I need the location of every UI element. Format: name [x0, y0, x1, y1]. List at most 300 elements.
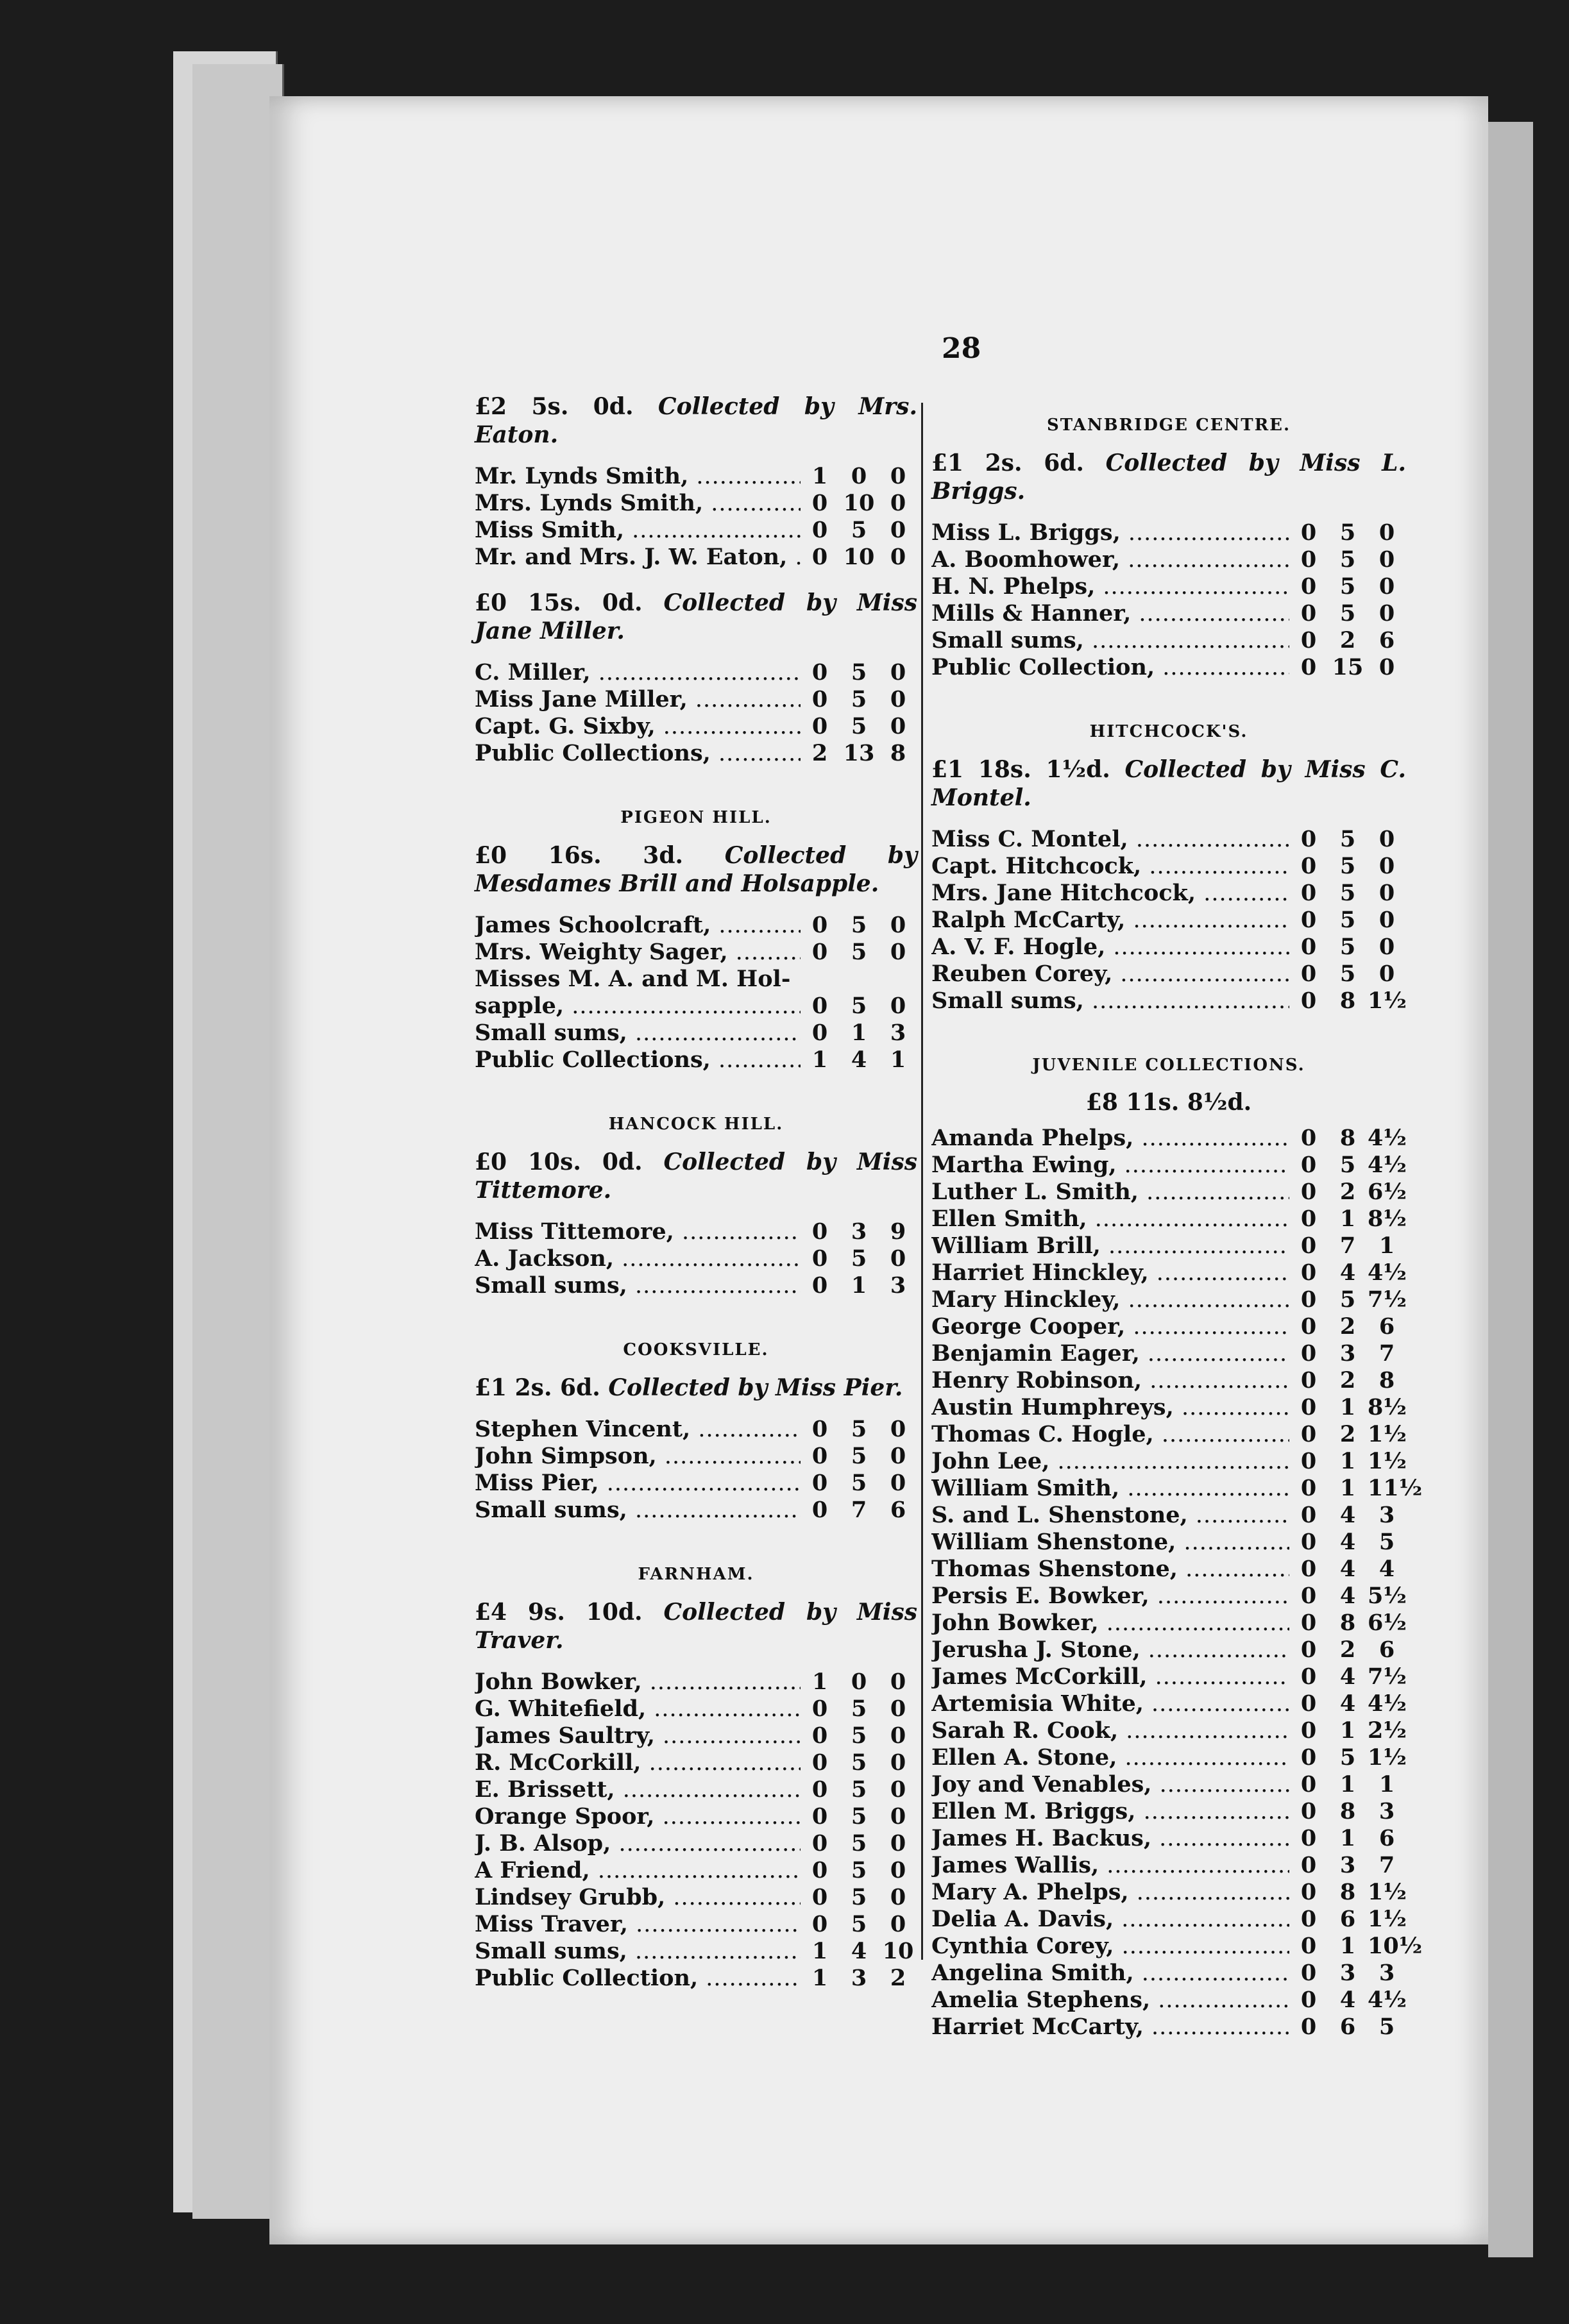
contribution-row	[931, 1233, 1406, 1259]
shillings: 1	[1339, 1825, 1356, 1851]
spacer	[475, 767, 917, 785]
contribution-row	[931, 1313, 1406, 1340]
shillings: 5	[851, 659, 867, 686]
pence: 4½	[1368, 1152, 1407, 1178]
pence: 1	[890, 1047, 906, 1073]
pounds: 0	[811, 1020, 828, 1046]
shillings: 4	[1339, 1556, 1356, 1582]
pounds: 1	[811, 1965, 828, 1991]
contribution-row	[931, 1879, 1406, 1906]
pounds: 0	[811, 1857, 828, 1883]
contribution-row	[931, 1637, 1406, 1663]
shillings: 1	[851, 1272, 867, 1299]
contribution-row	[931, 1987, 1406, 2014]
contributor-name: Mary A. Phelps, .....	[931, 1879, 1289, 1905]
shillings: 4	[851, 1047, 867, 1073]
shillings: 5	[1339, 961, 1356, 987]
pence: 4½	[1368, 1987, 1407, 2013]
contribution-row	[931, 573, 1406, 600]
contribution-row	[931, 1367, 1406, 1394]
pounds: 0	[1300, 1313, 1317, 1340]
contributor-name: John Bowker, .....	[475, 1669, 801, 1695]
pounds: 0	[811, 1416, 828, 1442]
shillings: 5	[851, 1416, 867, 1442]
spacer	[475, 1074, 917, 1091]
pence: 0	[890, 1696, 906, 1722]
shillings: 4	[1339, 1259, 1356, 1286]
shillings: 8	[1339, 988, 1356, 1014]
contribution-row	[931, 1933, 1423, 1960]
shillings: 4	[1339, 1502, 1356, 1528]
contribution-row	[931, 1690, 1406, 1717]
pence: 7	[1378, 1852, 1395, 1878]
contribution-row	[475, 939, 917, 966]
contributor-name: Sarah R. Cook, .....	[931, 1717, 1289, 1744]
pounds: 0	[811, 490, 828, 516]
contribution-row	[931, 1825, 1406, 1852]
pence: 5½	[1368, 1583, 1407, 1609]
contributor-name: Amelia Stephens, .....	[931, 1987, 1289, 2013]
shillings: 0	[851, 1669, 867, 1695]
shillings: 8	[1339, 1125, 1356, 1151]
contribution-row	[931, 1394, 1406, 1421]
pounds: 0	[1300, 573, 1317, 600]
contributor-name: Orange Spoor, .....	[475, 1803, 801, 1830]
contributor-name: Amanda Phelps, .....	[931, 1125, 1289, 1151]
pounds: 0	[1300, 1206, 1317, 1232]
pounds: 0	[811, 1749, 828, 1776]
pounds: 0	[1300, 1259, 1317, 1286]
pence: 1½	[1368, 1879, 1407, 1905]
shillings: 5	[1339, 519, 1356, 546]
contribution-row	[475, 1696, 917, 1722]
shillings: 2	[1339, 627, 1356, 653]
section-heading: FARNHAM.	[638, 1565, 754, 1584]
contribution-row	[931, 1125, 1406, 1152]
contributor-name: A Friend, .....	[475, 1857, 801, 1883]
collection-amount: £1 2s. 6d.	[475, 1374, 600, 1401]
contributor-name: Henry Robinson, .....	[931, 1367, 1289, 1394]
pence: 0	[1378, 907, 1395, 933]
shillings: 5	[851, 517, 867, 543]
contribution-row	[931, 1475, 1423, 1502]
contribution-row	[475, 1911, 917, 1938]
contribution-row	[931, 1798, 1406, 1825]
contribution-row	[931, 1556, 1406, 1583]
pence: 0	[890, 1803, 906, 1830]
pence: 6	[1378, 1637, 1395, 1663]
contributor-name: Delia A. Davis, .....	[931, 1906, 1289, 1932]
shillings: 5	[1339, 826, 1356, 852]
collection-heading	[931, 449, 1406, 505]
spacer	[931, 681, 1406, 699]
contributor-name: Reuben Corey, .....	[931, 961, 1289, 987]
contribution-row	[475, 1830, 917, 1857]
collection-heading	[475, 1598, 917, 1655]
contributor-name: William Brill, .....	[931, 1233, 1289, 1259]
pounds: 0	[1300, 1825, 1317, 1851]
pounds: 0	[811, 939, 828, 965]
pence: 3	[1378, 1960, 1395, 1986]
contribution-row	[931, 627, 1406, 654]
pounds: 0	[1300, 2014, 1317, 2040]
pence: 4½	[1368, 1259, 1407, 1286]
pence: 2	[890, 1965, 906, 1991]
pounds: 0	[811, 686, 828, 712]
shillings: 5	[851, 1696, 867, 1722]
pounds: 0	[811, 1443, 828, 1469]
pence: 4	[1378, 1556, 1395, 1582]
shillings: 5	[1339, 1152, 1356, 1178]
shillings: 8	[1339, 1610, 1356, 1636]
contributor-name: Ralph McCarty, .....	[931, 907, 1289, 933]
pounds: 0	[811, 517, 828, 543]
pounds: 0	[1300, 1448, 1317, 1474]
shillings: 5	[1339, 573, 1356, 600]
pence: 7	[1378, 1340, 1395, 1367]
pence: 6½	[1368, 1610, 1407, 1636]
shillings: 5	[851, 1776, 867, 1803]
contributor-name: Capt. G. Sixby, .....	[475, 713, 801, 739]
pence: 0	[1378, 573, 1395, 600]
contributor-name: A. Boomhower, .....	[931, 546, 1289, 573]
contributor-name: Miss L. Briggs, .....	[931, 519, 1289, 546]
pence: 6	[890, 1497, 906, 1523]
collection-collector: Collected by Mrs. Eaton.	[475, 393, 917, 448]
shillings: 5	[1339, 880, 1356, 906]
pounds: 1	[811, 1047, 828, 1073]
pounds: 0	[1300, 1340, 1317, 1367]
pence: 6	[1378, 627, 1395, 653]
contributor-name: C. Miller, .....	[475, 659, 801, 686]
pounds: 0	[811, 993, 828, 1019]
collection-amount: £0 16s. 3d.	[475, 842, 684, 869]
contributor-name: G. Whitefield, .....	[475, 1696, 801, 1722]
pounds: 0	[1300, 1394, 1317, 1420]
contributor-name: Thomas C. Hogle, .....	[931, 1421, 1289, 1447]
contributor-name: Miss Jane Miller, .....	[475, 686, 801, 712]
contributor-name: Harriet Hinckley, .....	[931, 1259, 1289, 1286]
pence: 0	[890, 1443, 906, 1469]
pounds: 0	[1300, 627, 1317, 653]
contribution-row	[931, 654, 1406, 681]
pounds: 0	[811, 1245, 828, 1272]
contributor-name: J. B. Alsop, .....	[475, 1830, 801, 1857]
contributor-name: Austin Humphreys, .....	[931, 1394, 1289, 1420]
shillings: 4	[851, 1938, 867, 1964]
pence: 0	[890, 1416, 906, 1442]
pounds: 0	[1300, 1717, 1317, 1744]
shillings: 1	[1339, 1771, 1356, 1798]
contribution-row	[931, 1610, 1406, 1637]
shillings: 15	[1332, 654, 1364, 680]
pounds: 0	[1300, 654, 1317, 680]
pence: 3	[890, 1020, 906, 1046]
pence: 0	[890, 912, 906, 938]
shillings: 5	[851, 1884, 867, 1910]
contribution-row	[475, 490, 917, 517]
pounds: 0	[1300, 853, 1317, 879]
pounds: 0	[1300, 519, 1317, 546]
collection-collector: Collected by Miss Jane Miller.	[475, 589, 917, 644]
pence: 0	[1378, 934, 1395, 960]
pounds: 0	[1300, 826, 1317, 852]
contributor-name: Misses M. A. and M. Hol-	[475, 966, 791, 992]
contributor-name: Small sums, .....	[475, 1497, 801, 1523]
pence: 5	[1378, 1529, 1395, 1555]
shillings: 4	[1339, 1987, 1356, 2013]
pounds: 0	[1300, 1421, 1317, 1447]
shillings: 5	[851, 1749, 867, 1776]
shillings: 5	[1339, 546, 1356, 573]
contributor-name: James Schoolcraft, .....	[475, 912, 801, 938]
pence: 1½	[1368, 1906, 1407, 1932]
contribution-row	[475, 1884, 917, 1911]
contributor-name: E. Brissett, .....	[475, 1776, 801, 1803]
contributor-name: Small sums, .....	[475, 1020, 801, 1046]
contribution-row	[931, 1906, 1406, 1933]
pence: 0	[1378, 961, 1395, 987]
spacer	[475, 1524, 917, 1542]
shillings: 4	[1339, 1663, 1356, 1690]
contributor-name: James McCorkill, .....	[931, 1663, 1289, 1690]
contribution-row	[475, 1272, 917, 1299]
pence: 10	[882, 1938, 914, 1964]
pence: 8	[890, 740, 906, 766]
pounds: 0	[811, 544, 828, 570]
pence: 7½	[1368, 1286, 1407, 1313]
pence: 0	[890, 939, 906, 965]
contribution-row	[931, 1852, 1406, 1879]
pounds: 0	[811, 1803, 828, 1830]
contribution-row	[931, 2014, 1406, 2041]
pence: 8½	[1368, 1394, 1407, 1420]
contribution-row	[931, 1529, 1406, 1556]
pence: 2½	[1368, 1717, 1407, 1744]
pence: 0	[1378, 654, 1395, 680]
page-number: 28	[942, 332, 981, 365]
page-right-edge	[1488, 122, 1533, 2257]
pence: 0	[1378, 519, 1395, 546]
contributor-name: sapple, .....	[475, 993, 801, 1019]
shillings: 7	[1339, 1233, 1356, 1259]
collection-amount: £4 9s. 10d.	[475, 1599, 643, 1626]
pence: 1½	[1368, 1448, 1407, 1474]
contribution-row	[931, 546, 1406, 573]
contributor-name: Luther L. Smith, .....	[931, 1179, 1289, 1205]
contribution-row	[475, 1470, 917, 1497]
pence: 0	[1378, 853, 1395, 879]
pounds: 0	[1300, 907, 1317, 933]
shillings: 13	[843, 740, 875, 766]
contributor-name: John Bowker, .....	[931, 1610, 1289, 1636]
pence: 4½	[1368, 1690, 1407, 1717]
contribution-row	[475, 1245, 917, 1272]
collection-amount: £1 18s. 1½d.	[931, 756, 1110, 783]
spacer	[475, 1299, 917, 1317]
shillings: 7	[851, 1497, 867, 1523]
shillings: 5	[1339, 934, 1356, 960]
column-divider	[921, 403, 923, 1960]
contribution-row	[931, 1206, 1406, 1233]
contribution-row	[475, 1218, 917, 1245]
section-heading: HANCOCK HILL.	[608, 1115, 784, 1134]
shillings: 2	[1339, 1313, 1356, 1340]
shillings: 5	[851, 993, 867, 1019]
shillings: 5	[851, 1245, 867, 1272]
pounds: 0	[811, 912, 828, 938]
contribution-row	[475, 1938, 917, 1965]
contribution-row	[931, 1717, 1406, 1744]
shillings: 3	[851, 1218, 867, 1245]
pence: 5	[1378, 2014, 1395, 2040]
contribution-row	[475, 544, 917, 571]
collection-heading	[475, 392, 917, 449]
contribution-row	[931, 826, 1406, 853]
contributor-name: Mr. and Mrs. J. W. Eaton, .....	[475, 544, 801, 570]
pence: 0	[890, 1470, 906, 1496]
pounds: 0	[1300, 1583, 1317, 1609]
contributor-name: Mrs. Lynds Smith, .....	[475, 490, 801, 516]
shillings: 3	[851, 1965, 867, 1991]
contributor-name: R. McCorkill, .....	[475, 1749, 801, 1776]
pence: 4½	[1368, 1125, 1407, 1151]
shillings: 1	[1339, 1394, 1356, 1420]
contribution-row	[475, 713, 917, 740]
pounds: 0	[1300, 1179, 1317, 1205]
contribution-row	[931, 907, 1406, 934]
collection-heading	[475, 841, 917, 898]
pence: 0	[1378, 880, 1395, 906]
contributor-name: William Shenstone, .....	[931, 1529, 1289, 1555]
spacer	[931, 2041, 1406, 2059]
pounds: 0	[1300, 600, 1317, 627]
pounds: 0	[1300, 1771, 1317, 1798]
pence: 0	[890, 993, 906, 1019]
pounds: 0	[1300, 1475, 1317, 1501]
pence: 9	[890, 1218, 906, 1245]
collection-amount: £1 2s. 6d.	[931, 450, 1084, 476]
pounds: 0	[811, 1696, 828, 1722]
pounds: 0	[1300, 1610, 1317, 1636]
pence: 0	[890, 463, 906, 489]
contribution-row	[931, 1771, 1406, 1798]
contribution-row	[931, 1152, 1406, 1179]
contribution-row	[475, 1497, 917, 1524]
pence: 3	[890, 1272, 906, 1299]
contributor-name: Mrs. Weighty Sager, .....	[475, 939, 801, 965]
pence: 1½	[1368, 1421, 1407, 1447]
pence: 0	[890, 1911, 906, 1937]
pence: 0	[890, 1669, 906, 1695]
contribution-row	[475, 1669, 917, 1696]
contribution-row	[475, 1749, 917, 1776]
shillings: 5	[1339, 600, 1356, 627]
collection-amount: £2 5s. 0d.	[475, 393, 634, 420]
shillings: 5	[851, 686, 867, 712]
collection-heading	[931, 755, 1406, 812]
section-heading: STANBRIDGE CENTRE.	[1046, 416, 1291, 435]
pounds: 0	[1300, 1798, 1317, 1824]
shillings: 5	[1339, 907, 1356, 933]
contributor-name: Martha Ewing, .....	[931, 1152, 1289, 1178]
pounds: 0	[1300, 1556, 1317, 1582]
pounds: 0	[1300, 546, 1317, 573]
contributor-name: James Wallis, .....	[931, 1852, 1289, 1878]
pence: 0	[1378, 546, 1395, 573]
collection-collector: Collected by Miss C. Montel.	[931, 756, 1406, 811]
shillings: 4	[1339, 1583, 1356, 1609]
shillings: 2	[1339, 1637, 1356, 1663]
shillings: 5	[851, 1722, 867, 1749]
pence: 7½	[1368, 1663, 1407, 1690]
spacer	[931, 1015, 1406, 1032]
contribution-row	[931, 934, 1406, 961]
pounds: 0	[1300, 1852, 1317, 1878]
pence: 3	[1378, 1502, 1395, 1528]
pence: 0	[890, 517, 906, 543]
contributor-name: Angelina Smith, .....	[931, 1960, 1289, 1986]
pounds: 2	[811, 740, 828, 766]
pence: 11½	[1368, 1475, 1423, 1501]
pounds: 0	[811, 713, 828, 739]
pence: 0	[890, 490, 906, 516]
collection-collector: Collected by Mesdames Brill and Holsapple.	[475, 842, 917, 897]
shillings: 10	[843, 544, 875, 570]
contributor-name: William Smith, .....	[931, 1475, 1289, 1501]
contribution-row	[475, 1965, 917, 1992]
contributor-name: S. and L. Shenstone, .....	[931, 1502, 1289, 1528]
collection-collector: Collected by Miss Pier.	[600, 1374, 903, 1401]
pounds: 0	[1300, 1933, 1317, 1959]
collection-heading	[475, 589, 917, 645]
pence: 0	[890, 1857, 906, 1883]
shillings: 5	[851, 1830, 867, 1857]
pence: 8	[1378, 1367, 1395, 1394]
pence: 1	[1378, 1771, 1395, 1798]
shillings: 5	[851, 1911, 867, 1937]
pounds: 0	[1300, 1987, 1317, 2013]
contribution-row	[475, 517, 917, 544]
right-column	[931, 392, 1423, 2059]
shillings: 3	[1339, 1340, 1356, 1367]
pounds: 1	[811, 463, 828, 489]
pence: 0	[1378, 826, 1395, 852]
subtotal: £8 11s. 8½d.	[1085, 1089, 1252, 1116]
shillings: 1	[1339, 1717, 1356, 1744]
pounds: 0	[1300, 1502, 1317, 1528]
pence: 0	[890, 1722, 906, 1749]
shillings: 5	[851, 912, 867, 938]
contribution-row	[475, 1803, 917, 1830]
contribution-row	[931, 519, 1406, 546]
pounds: 0	[1300, 988, 1317, 1014]
pounds: 0	[1300, 961, 1317, 987]
pounds: 0	[811, 1722, 828, 1749]
contributor-name: Artemisia White, .....	[931, 1690, 1289, 1717]
contributor-name: Cynthia Corey, .....	[931, 1933, 1289, 1959]
pounds: 0	[1300, 1286, 1317, 1313]
pounds: 0	[811, 1911, 828, 1937]
contribution-row	[931, 600, 1406, 627]
pounds: 0	[1300, 1529, 1317, 1555]
contribution-row	[475, 993, 917, 1020]
spacer	[475, 1992, 917, 2010]
contribution-row	[475, 1443, 917, 1470]
pounds: 0	[1300, 1960, 1317, 1986]
contributor-name: Benjamin Eager, .....	[931, 1340, 1289, 1367]
collection-heading	[475, 1148, 917, 1204]
